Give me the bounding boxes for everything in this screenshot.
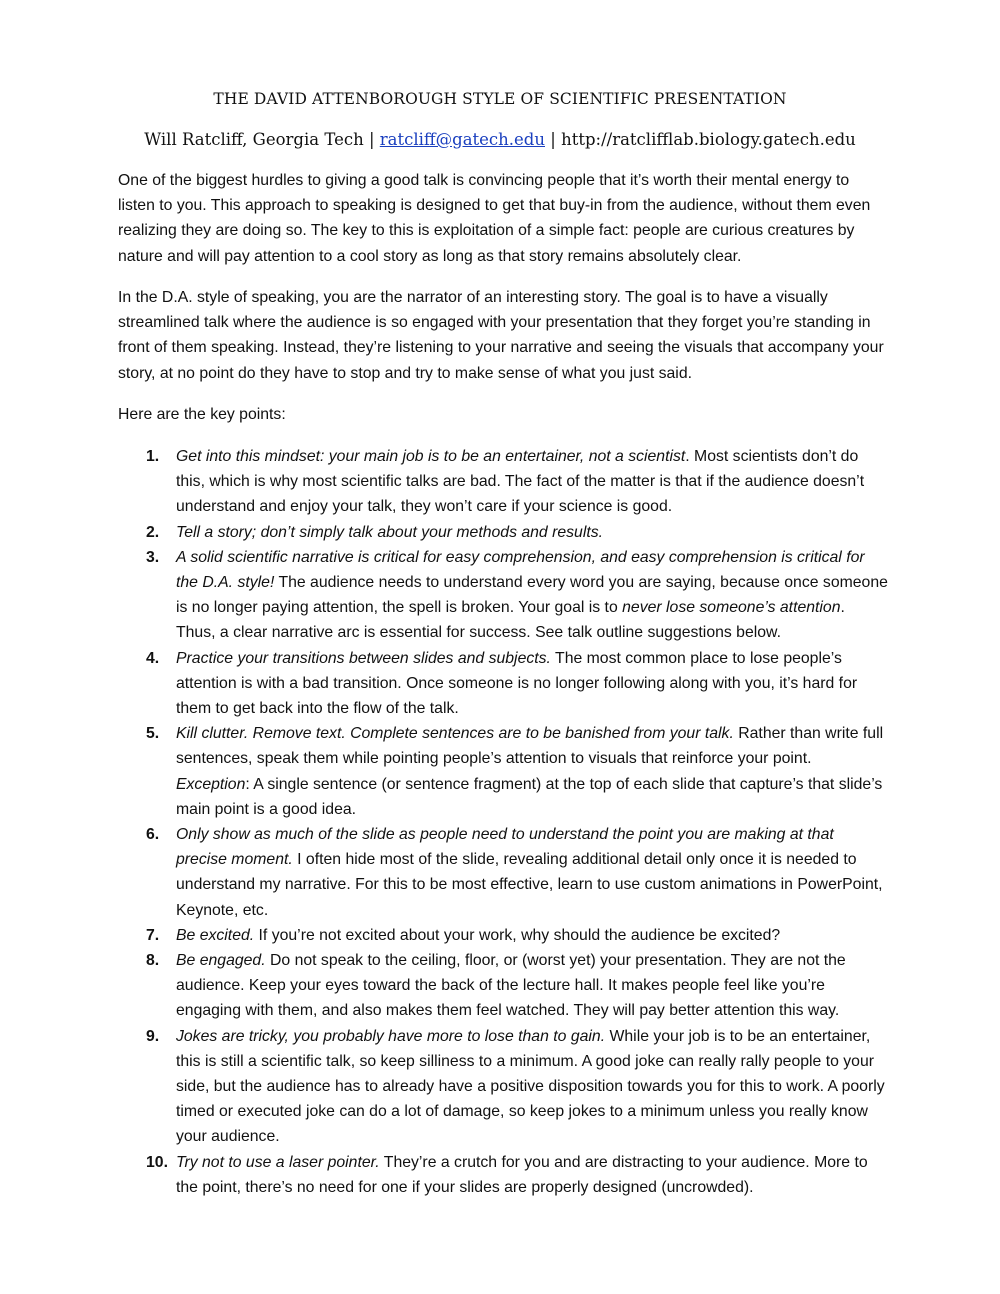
- da-style-paragraph: In the D.A. style of speaking, you are the narrator of an interesting story. The goal is to have a visually streamlined talk where the audience is so engaged with your presentation that they forget you’re standing in front of them speaking. Instead, they’re listening to your narrative and seeing the visuals that accompany your story, at no point do they have to stop and try to make sense of what you just said.: [118, 289, 884, 382]
- item-text: Rather than write full sentences, speak them while pointing people’s attention to visuals that reinforce your point.: [176, 725, 884, 768]
- item-number: 1.: [146, 448, 160, 465]
- item-text: . Most scientists don’t do this, which is why most scientific talks are bad. The fact of the matter is that if the audience doesn’t understand and enjoy your talk, they won’t care if your science is good.: [176, 448, 865, 516]
- list-item: [118, 822, 888, 923]
- item-text: I often hide most of the slide, revealing additional detail only once it is needed to understand my narrative. For this to be most effective, learn to use custom animations in PowerPoint, Keynote, etc.: [176, 851, 883, 919]
- item-text: If you’re not excited about your work, why should the audience be excited?: [254, 926, 781, 944]
- item-number: 10.: [146, 1153, 168, 1171]
- item-number: 3.: [146, 548, 160, 566]
- byline-separator: |: [545, 130, 562, 149]
- website-url: http://ratclifflab.biology.gatech.edu: [561, 130, 856, 149]
- list-item: [118, 545, 888, 646]
- item-lead: Jokes are tricky, you probably have more to lose than to gain.: [176, 1027, 606, 1045]
- item-lead: A solid scientific narrative is critical for easy comprehension, and easy comprehension is critical for the D.A. style!: [176, 548, 865, 592]
- list-item: [118, 1024, 888, 1150]
- item-lead: Tell a story; don’t simply talk about your methods and results.: [176, 523, 604, 541]
- list-item: [118, 520, 888, 545]
- item-text: : A single sentence (or sentence fragment) at the top of each slide that capture’s that slide’s main point is a good idea.: [176, 775, 883, 818]
- intro-paragraph: One of the biggest hurdles to giving a good talk is convincing people that it’s worth their mental energy to listen to you. This approach to speaking is designed to get that buy-in from the audience, without them even realizing they are doing so. The key to this is exploitation of a simple fact: people are curious creatures by nature and will pay attention to a cool story as long as that story remains absolutely clear.: [118, 172, 871, 265]
- key-points-intro: Here are the key points:: [118, 406, 286, 423]
- item-lead: Try not to use a laser pointer.: [176, 1153, 380, 1171]
- item-lead: Be engaged.: [176, 952, 266, 970]
- document-title: THE DAVID ATTENBOROUGH STYLE OF SCIENTIFIC PRESENTATION: [213, 90, 787, 108]
- item-number: 4.: [146, 649, 160, 667]
- key-points-list: [118, 444, 888, 1200]
- item-number: 7.: [146, 926, 160, 944]
- item-text: . Thus, a clear narrative arc is essential for success. See talk outline suggestions below.: [176, 599, 845, 642]
- byline: [0, 127, 1000, 153]
- item-number: 2.: [146, 523, 160, 541]
- list-item: [118, 923, 888, 948]
- list-item: [118, 444, 888, 520]
- item-lead: Only show as much of the slide as people need to understand the point you are making at that precise moment.: [176, 826, 834, 869]
- byline-separator: |: [363, 130, 380, 149]
- item-text: The audience needs to understand every word you are saying, because once someone is no longer paying attention, the spell is broken. Your goal is to: [176, 574, 888, 617]
- item-text: They’re a crutch for you and are distracting to your audience. More to the point, there’s no need for one if your slides are properly designed (uncrowded).: [176, 1153, 868, 1196]
- item-text: Do not speak to the ceiling, floor, or (worst yet) your presentation. They are not the audience. Keep your eyes toward the back of the lecture hall. It makes people feel like you’re engaging with them, and also makes them feel watched. They will pay better attention this way.: [176, 952, 846, 1020]
- list-item: [118, 646, 888, 722]
- item-lead: Be excited.: [176, 926, 255, 944]
- list-item: [118, 1150, 888, 1200]
- item-lead: Get into this mindset: your main job is to be an entertainer, not a scientist: [176, 448, 686, 465]
- item-emphasis: Exception: [176, 775, 246, 793]
- item-number: 9.: [146, 1027, 160, 1045]
- list-item: [118, 721, 888, 822]
- item-number: 8.: [146, 952, 160, 970]
- email-link[interactable]: ratcliff@gatech.edu: [379, 130, 545, 149]
- item-text: The most common place to lose people’s attention is with a bad transition. Once someone is no longer following along with you, it’s hard for them to get back into the flow of the talk.: [176, 649, 858, 718]
- item-lead: Practice your transitions between slides and subjects.: [176, 649, 551, 667]
- author-affiliation: Will Ratcliff, Georgia Tech: [144, 130, 364, 149]
- item-number: 5.: [146, 725, 160, 743]
- list-item: [118, 948, 888, 1024]
- item-number: 6.: [146, 826, 160, 844]
- item-lead: Kill clutter. Remove text. Complete sentences are to be banished from your talk.: [176, 725, 734, 743]
- item-emphasis: never lose someone’s attention: [622, 599, 841, 617]
- item-text: While your job is to be an entertainer, this is still a scientific talk, so keep silliness to a minimum. A good joke can really rally people to your side, but the audience has to already have a positive disposition towards you for this to work. A poorly timed or executed joke can do a lot of damage, so keep jokes to a minimum unless you really know your audience.: [176, 1027, 885, 1146]
